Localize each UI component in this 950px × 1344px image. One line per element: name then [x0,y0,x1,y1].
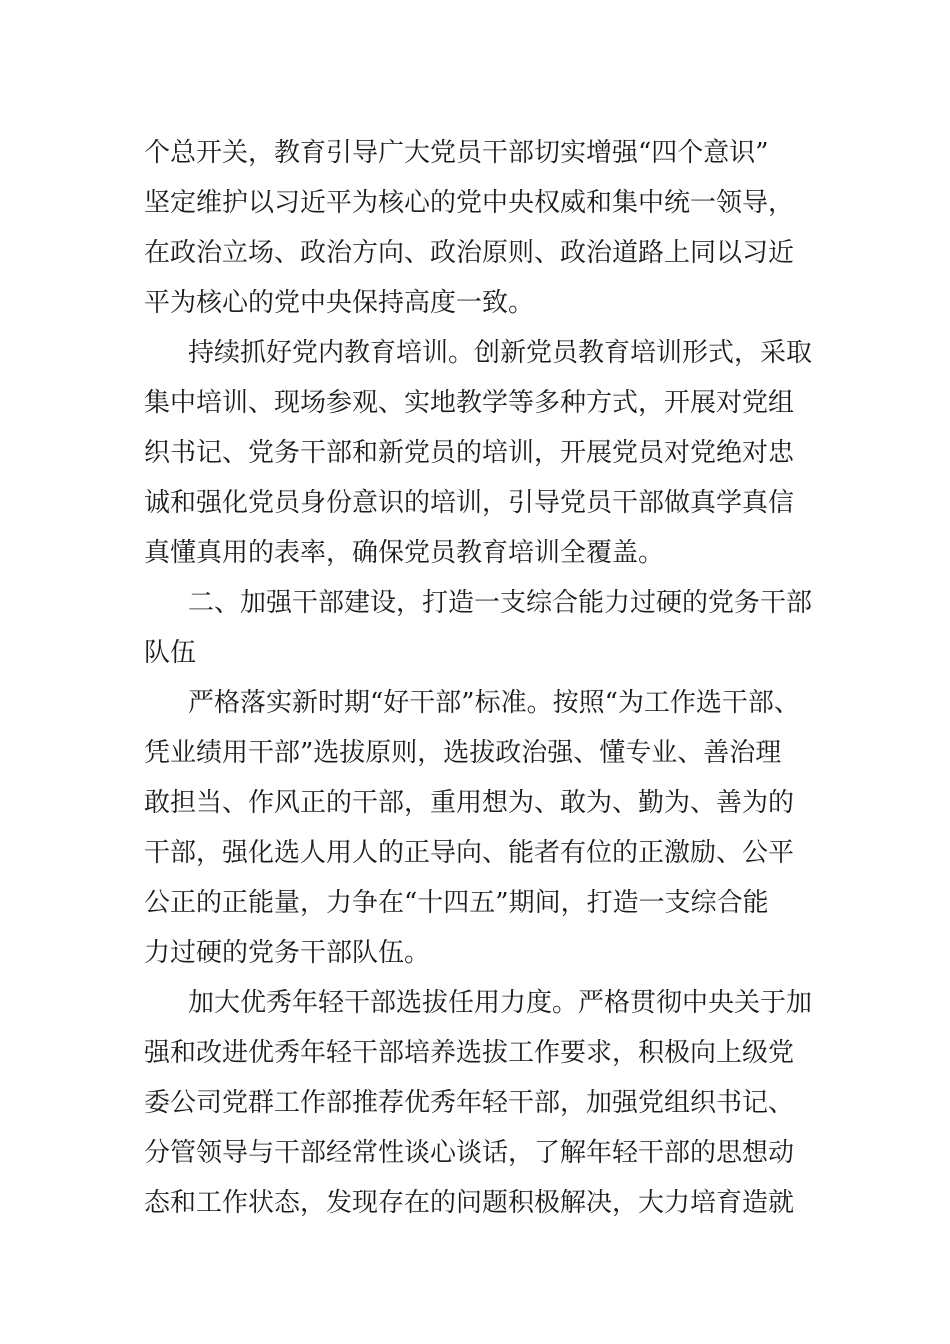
text-line: 委公司党群工作部推荐优秀年轻干部，加强党组织书记、 [144,1088,795,1118]
text-line: 凭业绩用干部”选拔原则，选拔政治强、懂专业、善治理 [144,738,782,768]
text-line: 力过硬的党务干部队伍。 [144,938,431,968]
text-line: 在政治立场、政治方向、政治原则、政治道路上同以习近 [144,238,795,268]
text-line: 个总开关，教育引导广大党员干部切实增强“四个意识” [144,138,769,168]
text-line: 平为核心的党中央保持高度一致。 [144,288,535,318]
text-line: 二、加强干部建设，打造一支综合能力过硬的党务干部 [188,588,813,618]
body-text [144,128,844,1228]
text-line: 诚和强化党员身份意识的培训，引导党员干部做真学真信 [144,488,795,518]
text-line: 真懂真用的表率，确保党员教育培训全覆盖。 [144,538,665,568]
text-line: 态和工作状态，发现存在的问题积极解决，大力培育造就 [144,1188,795,1218]
text-line: 严格落实新时期“好干部”标准。按照“为工作选干部、 [188,688,800,718]
text-line: 敢担当、作风正的干部，重用想为、敢为、勤为、善为的 [144,788,795,818]
text-line: 集中培训、现场参观、实地教学等多种方式，开展对党组 [144,388,795,418]
text-line: 强和改进优秀年轻干部培养选拔工作要求，积极向上级党 [144,1038,795,1068]
text-line: 干部，强化选人用人的正导向、能者有位的正激励、公平 [144,838,795,868]
text-line: 持续抓好党内教育培训。创新党员教育培训形式，采取 [188,338,813,368]
text-line: 织书记、党务干部和新党员的培训，开展党员对党绝对忠 [144,438,795,468]
text-line: 公正的正能量，力争在“十四五”期间，打造一支综合能 [144,888,769,918]
text-line: 分管领导与干部经常性谈心谈话，了解年轻干部的思想动 [144,1138,795,1168]
text-line: 坚定维护以习近平为核心的党中央权威和集中统一领导， [144,188,795,218]
text-line: 队伍 [144,638,197,668]
text-line: 加大优秀年轻干部选拔任用力度。严格贯彻中央关于加 [188,988,813,1018]
